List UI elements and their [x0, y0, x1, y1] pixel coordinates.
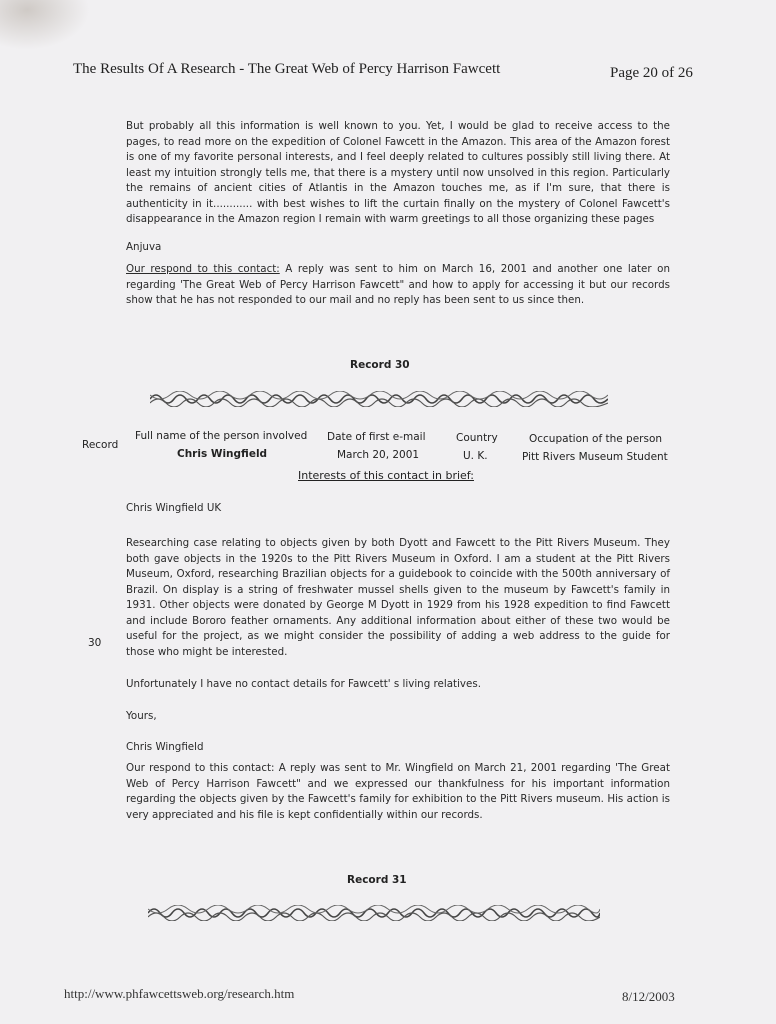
record-30-title: Record 30 [350, 359, 410, 371]
record-31-title: Record 31 [347, 874, 407, 886]
record-30-respond [126, 761, 670, 823]
footer-date: 8/12/2003 [622, 989, 675, 1004]
respond-label: Our respond to this contact: [126, 762, 275, 774]
value-date: March 20, 2001 [337, 449, 420, 461]
record-30-closing: Yours, [126, 710, 157, 722]
decorative-border-ornament [150, 391, 608, 407]
record-30-signature: Chris Wingfield [126, 741, 204, 753]
record-30-body: Researching case relating to objects given by both Dyott and Fawcett to the Pitt Rivers Museum. They both gave objects in the 1920s to the Pitt Rivers Museum in Oxford. I am a student at the Pitt Rivers Museum, Oxford, researching Brazilian objects for a guidebook to coincide with the 500th anniversary of Brazil. On display is a string of freshwater mussel shells given to the museum by Fawcett's family in 1931. Other objects were donated by George M Dyott in 1929 from his 1928 expedition to find Fawcett and include Bororo feather ornaments. Any additional information about either of these two would be useful for the project, as we might consider the possibility of adding a web address to the guide for those who might be interested. [126, 537, 670, 658]
header-full-name: Full name of the person involved [135, 430, 308, 442]
intro-signature: Anjuva [126, 241, 162, 253]
record-row-number: 30 [88, 637, 102, 649]
record-row-label: Record [82, 439, 119, 451]
header-country: Country [456, 432, 498, 444]
header-date: Date of first e-mail [327, 431, 426, 443]
scan-smudge [0, 0, 90, 50]
value-full-name: Chris Wingfield [177, 448, 268, 460]
page-number: Page 20 of 26 [610, 65, 693, 81]
record-30-greeting: Chris Wingfield UK [126, 502, 222, 514]
intro-paragraph: But probably all this information is well known to you. Yet, I would be glad to receive access to the pages, to read more on the expedition of Colonel Fawcett in the Amazon. This area of the Amazon forest is one of my favorite personal interests, and I feel deeply related to cultures possibly still living there. At least my intuition strongly tells me, that there is a mystery until now unsolved in this region. Particularly the remains of ancient cities of Atlantis in the Amazon touches me, as if I'm sure, that there is authenticity in it............ with best wishes to lift the curtain finally on the mystery of Colonel Fawcett's disappearance in the Amazon region I remain with warm greetings to all those organizing these pages [126, 120, 670, 225]
value-occupation: Pitt Rivers Museum Student [522, 451, 668, 463]
footer-url: http://www.phfawcettsweb.org/research.htm [64, 986, 295, 1001]
decorative-border-ornament [148, 905, 600, 921]
interests-heading: Interests of this contact in brief: [298, 469, 474, 482]
respond-label: Our respond to this contact: [126, 263, 280, 275]
respond-text: A reply was sent to him on March 16, 2001 and another one later on regarding 'The Great Web of Percy Harrison Fawcett" and how to apply for accessing it but our records show that he has not responded to our mail and no reply has been sent to us since then. [126, 263, 670, 306]
page-header-title: The Results Of A Research - The Great Web of Percy Harrison Fawcett [73, 61, 501, 77]
intro-respond [126, 262, 670, 309]
record-30-unfortunately: Unfortunately I have no contact details for Fawcett' s living relatives. [126, 678, 481, 690]
respond-text: A reply was sent to Mr. Wingfield on March 21, 2001 regarding 'The Great Web of Percy Harrison Fawcett" and we expressed our thankfulness for his important information regarding the objects given by the Fawcett's family for exhibition to the Pitt Rivers museum. His action is very appreciated and his file is kept confidentially within our records. [126, 762, 670, 821]
value-country: U. K. [463, 450, 488, 462]
header-occupation: Occupation of the person [529, 433, 663, 445]
